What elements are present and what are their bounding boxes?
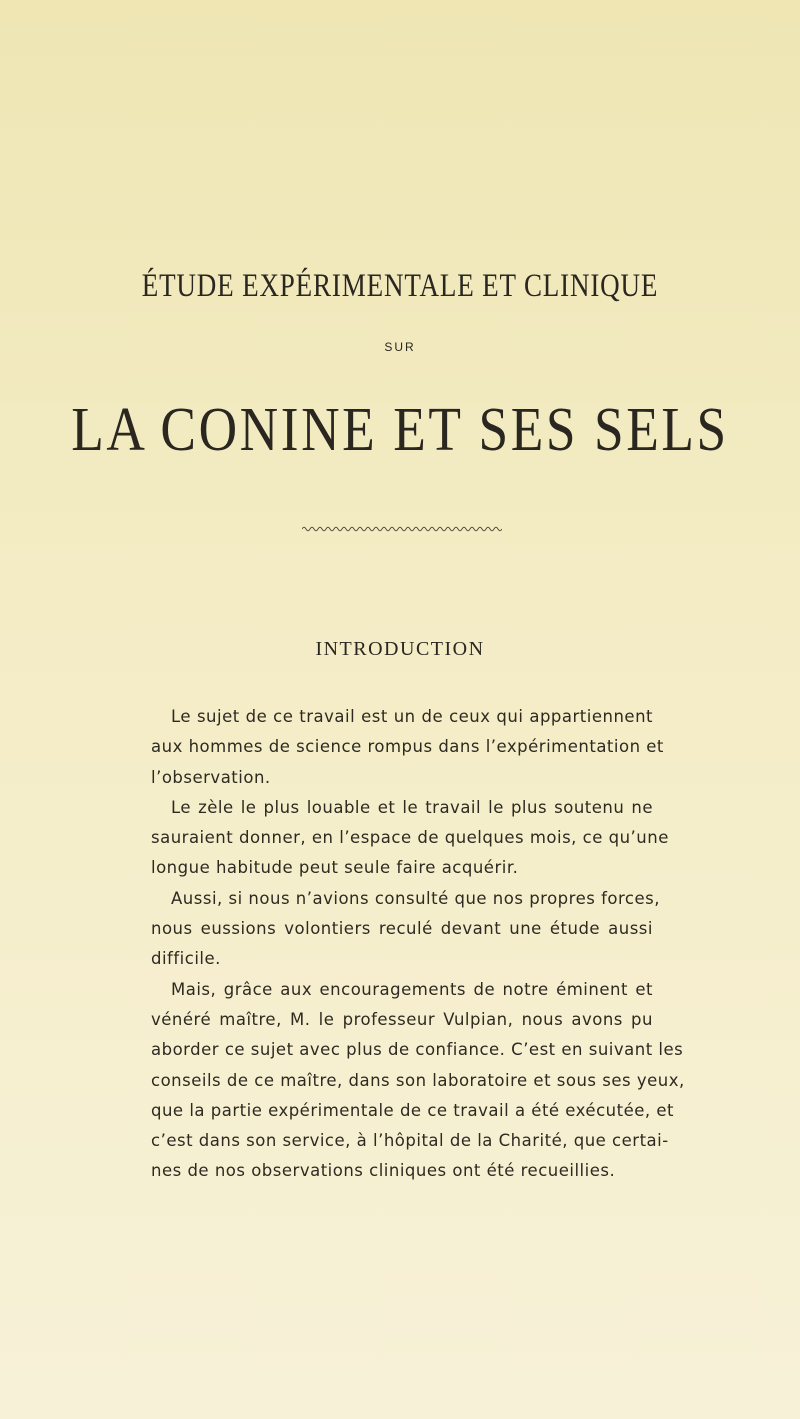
text-line: nous eussions volontiers reculé devant une étude aussi [151,919,653,939]
wavy-rule-ornament [302,525,502,533]
paragraph-1 [151,702,664,793]
text-line: sauraient donner, en l’espace de quelques mois, ce qu’une [151,828,669,848]
text-line: que la partie expérimentale de ce travail a été exécutée, et [151,1100,674,1120]
text-line: aborder ce sujet avec plus de confiance. C’est en suivant les [151,1040,684,1060]
text-line: Mais, grâce aux encouragements de notre éminent et [171,979,653,999]
text-line: Le zèle le plus louable et le travail le plus soutenu ne [171,797,653,817]
title-line-3: LA CONINE ET SES SELS [71,396,729,464]
text-line: Aussi, si nous n’avions consulté que nos propres forces, [171,888,660,908]
text-line: l’observation. [151,767,271,787]
text-line: nes de nos observations cliniques ont été recueillies. [151,1161,616,1181]
paragraph-2 [151,793,669,884]
text-line: c’est dans son service, à l’hôpital de la Charité, que certai- [151,1131,669,1151]
paragraph-3 [151,884,660,975]
text-line: difficile. [151,949,221,969]
text-line: vénéré maître, M. le professeur Vulpian, nous avons pu [151,1009,653,1029]
paragraph-4 [151,975,685,1187]
text-line: longue habitude peut seule faire acquérir. [151,858,519,878]
title-line-2: SUR [384,340,416,354]
text-line: conseils de ce maître, dans son laboratoire et sous ses yeux, [151,1070,685,1090]
title-line-1: ÉTUDE EXPÉRIMENTALE ET CLINIQUE [141,268,659,304]
text-line: aux hommes de science rompus dans l’expérimentation et [151,737,664,757]
body-text [151,702,685,1187]
text-line: Le sujet de ce travail est un de ceux qui appartiennent [171,707,653,726]
section-heading: INTRODUCTION [315,638,485,660]
